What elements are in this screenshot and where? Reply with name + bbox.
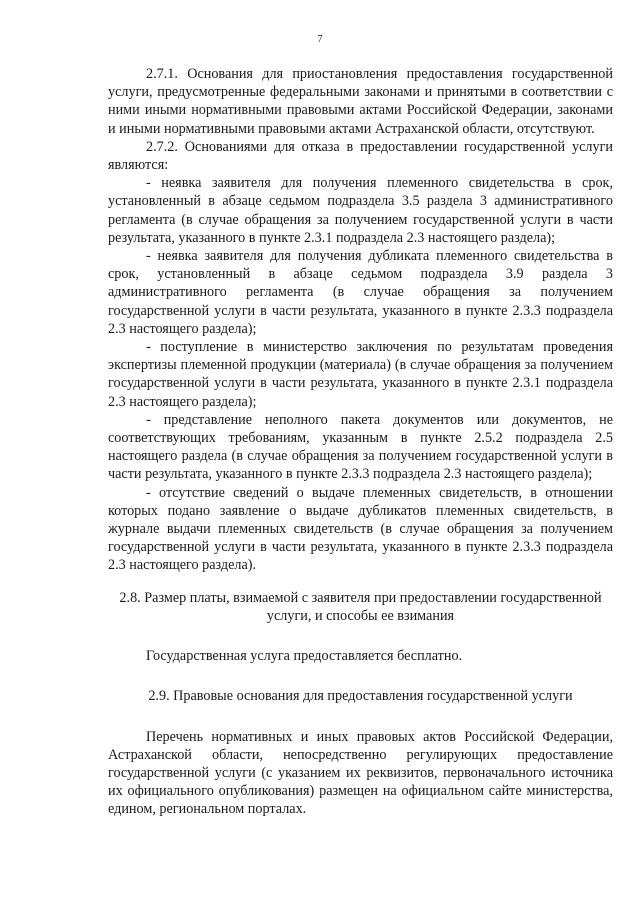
document-body [108,65,613,819]
refusal-ground-2: - неявка заявителя для получения дубликата племенного свидетельства в срок, установленный в абзаце седьмом подраздела 3.9 раздела 3 административного регламента (в случае обращения за получением государственной услуги в части результата, указанного в пункте 2.3.3 подраздела 2.3 настоящего раздела); [108,248,613,337]
refusal-ground-4: - представление неполного пакета документов или документов, не соответствующих требованиям, указанным в пункте 2.5.2 подраздела 2.5 настоящего раздела (в случае обращения за получением государственной услуги в части результата, указанного в пункте 2.3.3 подраздела 2.3 настоящего раздела); [108,411,613,483]
paragraph-2-9-text: Перечень нормативных и иных правовых актов Российской Федерации, Астраханской области, непосредственно регулирующих предоставление государственной услуги (с указанием их реквизитов, первоначального источника их официального опубликования) размещен на официальном сайте министерства, едином, региональном порталах. [108,728,613,818]
paragraph-2-7-1: 2.7.1. Основания для приостановления предоставления государственной услуги, предусмотренные федеральными законами и принятыми в соответствии с ними иными нормативными правовыми актами Российской Федерации, законами и иными нормативными правовыми актами Астраханской области, отсутствуют. [108,66,613,137]
paragraph-2-7-2-intro: 2.7.2. Основаниями для отказа в предоставлении государственной услуги являются: [108,138,613,174]
paragraph-2-8-text: Государственная услуга предоставляется бесплатно. [146,648,463,665]
refusal-ground-5: - отсутствие сведений о выдаче племенных свидетельств, в отношении которых подано заявление о выдаче дубликатов племенных свидетельств, в журнале выдачи племенных свидетельств (в случае обращения за получением государственной услуги в части результата, указанного в пункте 2.3.3 подраздела 2.3 настоящего раздела). [108,484,613,574]
refusal-ground-1: - неявка заявителя для получения племенного свидетельства в срок, установленный в абзаце седьмом подраздела 3.5 раздела 3 административного регламента (в случае обращения за получением государственной услуги в части результата, указанного в пункте 2.3.1 подраздела 2.3 настоящего раздела); [108,175,613,246]
heading-2-9: 2.9. Правовые основания для предоставления государственной услуги [148,688,573,705]
page-number: 7 [317,34,323,45]
refusal-ground-3: - поступление в министерство заключения по результатам проведения экспертизы племенной продукции (материала) (в случае обращения за получением государственной услуги в части результата, указанного в пункте 2.3.1 подраздела 2.3 настоящего раздела); [108,339,613,410]
heading-2-8: 2.8. Размер платы, взимаемой с заявителя при предоставлении государственной услуги, и способы ее взимания [119,589,602,624]
